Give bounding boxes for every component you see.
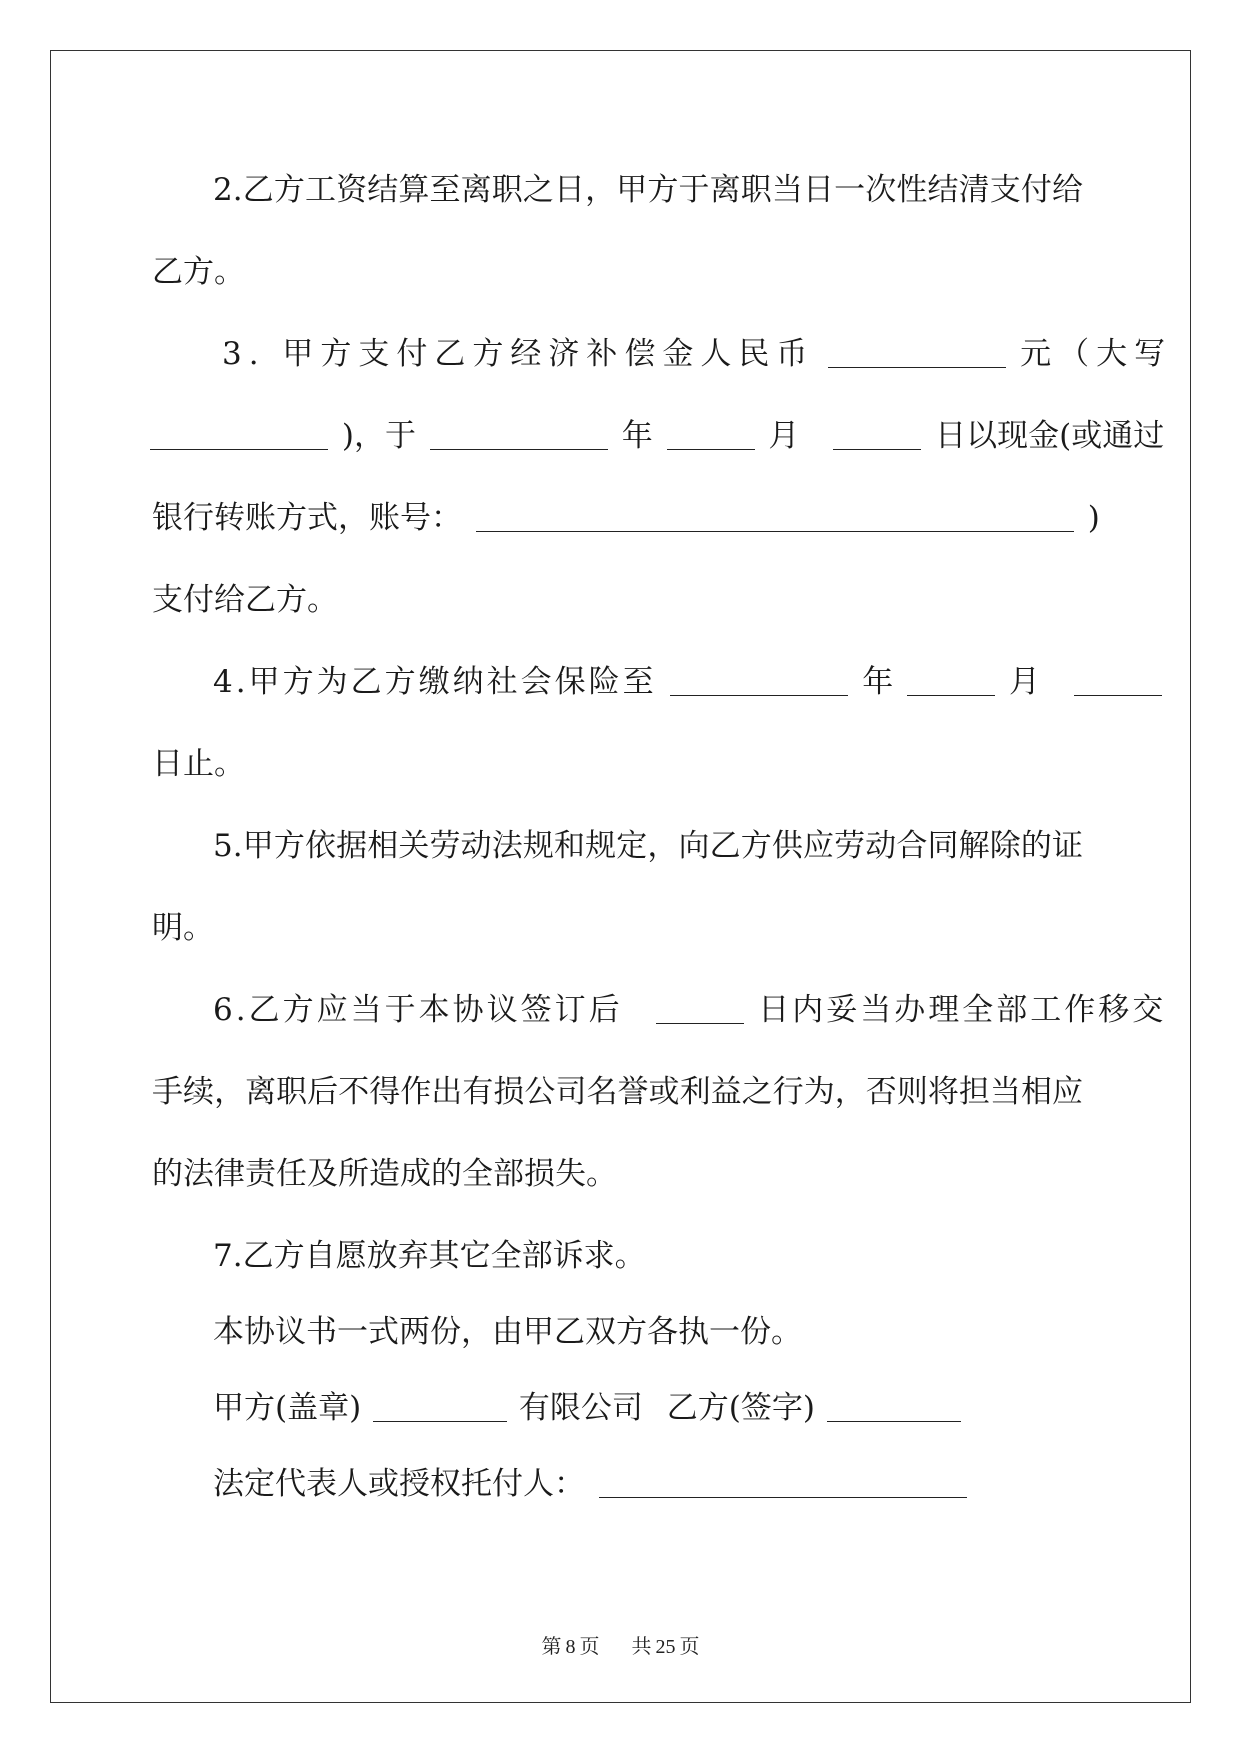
clause-3-line-2 [150,406,1241,466]
company-suffix: 有限公司 [518,1390,643,1426]
bank-account-blank[interactable] [476,495,1074,532]
clause-7-line-1 [213,1226,1241,1286]
footer-total-prefix: 共 [631,1636,652,1658]
insurance-month-blank[interactable] [907,659,995,696]
footer-total-suffix: 页 [679,1636,700,1658]
page-footer [0,1630,1241,1659]
clause-6-text-d: 的法律责任及所造成的全部损失。 [152,1156,617,1192]
company-name-blank[interactable] [373,1385,507,1422]
clause-5-text: 5.甲方依据相关劳动法规和规定，向乙方供应劳动合同解除的证 [213,828,1083,864]
clause-3-text-b: 元（大写 [1020,336,1173,372]
party-b-signature-blank[interactable] [827,1385,961,1422]
clause-6-line-1 [213,980,1241,1040]
clause-6-text-c: 手续，离职后不得作出有损公司名誉或利益之行为，否则将担当相应 [152,1074,1083,1110]
current-page-number: 8 [565,1636,576,1658]
clause-2-line-1 [213,160,1083,220]
clause-5-text-cont: 明。 [152,910,214,946]
representative-signature-blank[interactable] [599,1461,967,1498]
clause-6-text-a: 6.乙方应当于本协议签订后 [213,992,623,1028]
clause-3-line-1 [222,324,1241,384]
clause-2-line-2 [152,242,1241,302]
amount-uppercase-blank[interactable] [150,413,328,450]
footer-page-word: 页 [579,1636,600,1658]
clause-6-line-3 [152,1144,1241,1204]
clause-3-text-c: )，于 [341,418,416,454]
insurance-year-label: 年 [862,664,894,700]
clause-3-text-f: ) [1087,500,1100,536]
copies-statement [213,1302,1241,1362]
clause-4-text-b: 日止。 [152,746,245,782]
payment-day-blank[interactable] [833,413,921,450]
party-b-label: 乙方(签字) [666,1390,815,1426]
handover-days-blank[interactable] [656,987,744,1024]
representative-line [213,1454,1241,1514]
representative-label: 法定代表人或授权托付人： [213,1466,585,1502]
clause-5-line-2 [152,898,1241,958]
footer-prefix: 第 [541,1636,562,1658]
clause-2-text-cont: 乙方。 [152,254,245,290]
clause-3-line-3 [152,488,1241,548]
payment-year-blank[interactable] [430,413,608,450]
clause-4-line-1 [213,652,1241,712]
clause-6-line-2 [152,1062,1083,1122]
clause-3-text-d: 日以现金(或通过 [935,418,1165,454]
insurance-month-label: 月 [1009,664,1041,700]
clause-4-line-2 [152,734,1241,794]
clause-7-text: 7.乙方自愿放弃其它全部诉求。 [213,1238,646,1274]
year-label: 年 [621,418,653,454]
payment-month-blank[interactable] [667,413,755,450]
clause-5-line-1 [213,816,1083,876]
amount-blank[interactable] [828,331,1006,368]
insurance-year-blank[interactable] [670,659,848,696]
clause-3-text-a: 3. 甲方支付乙方经济补偿金人民币 [222,336,815,372]
month-label: 月 [768,418,800,454]
clause-3-text-e: 银行转账方式，账号： [152,500,462,536]
insurance-day-blank[interactable] [1074,659,1162,696]
copies-text: 本协议书一式两份，由甲乙双方各执一份。 [213,1314,802,1350]
clause-4-text-a: 4.甲方为乙方缴纳社会保险至 [213,664,657,700]
total-pages-number: 25 [655,1636,676,1658]
clause-2-text: 2.乙方工资结算至离职之日，甲方于离职当日一次性结清支付给 [213,172,1083,208]
party-a-label: 甲方(盖章) [213,1390,362,1426]
clause-3-line-4 [152,570,1241,630]
signature-line [213,1378,1241,1438]
clause-3-text-g: 支付给乙方。 [152,582,338,618]
clause-6-text-b: 日内妥当办理全部工作移交 [758,992,1167,1028]
